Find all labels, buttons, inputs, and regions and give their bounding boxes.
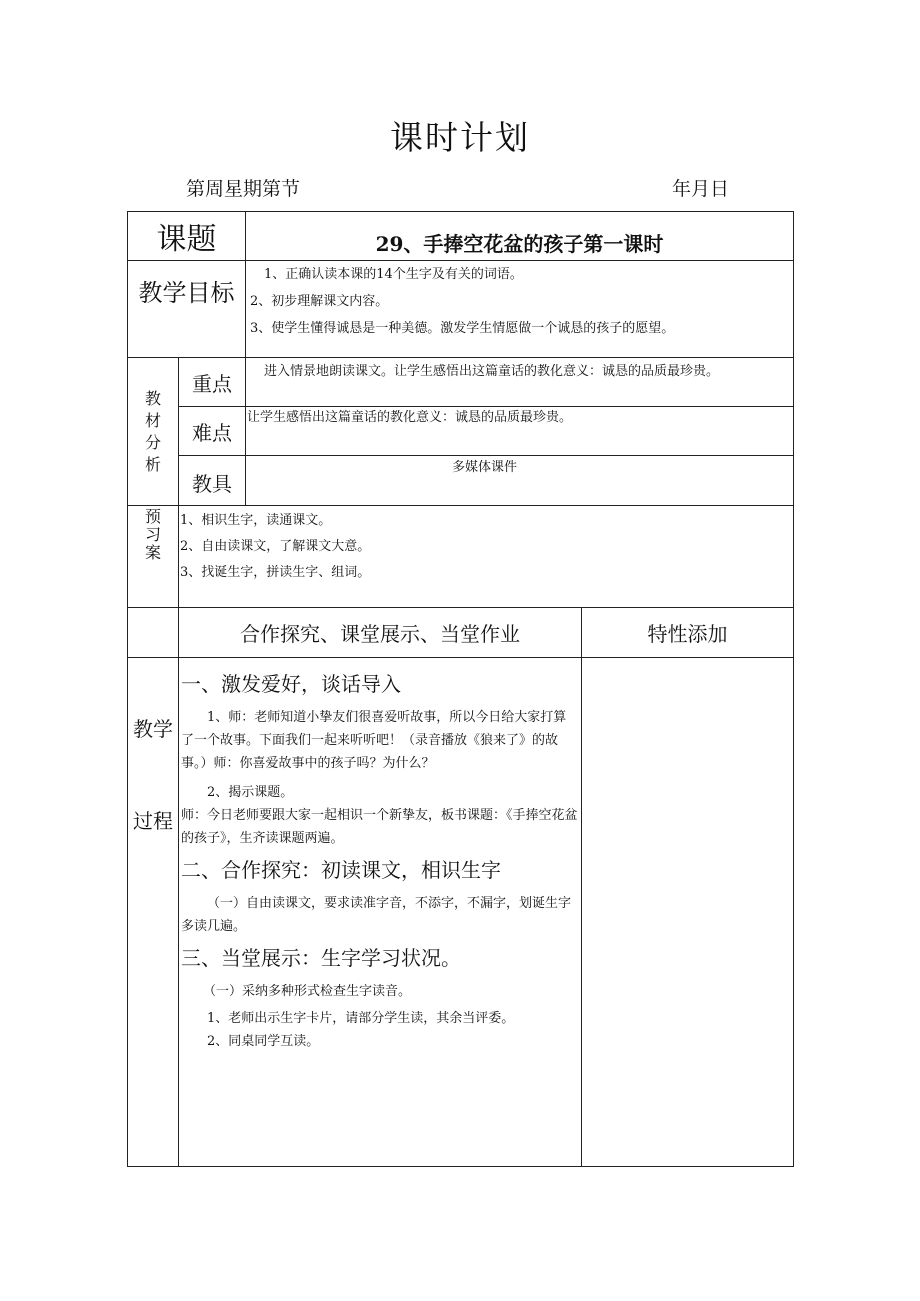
personalization-cell bbox=[582, 658, 794, 1167]
analysis-label: 教材分析 bbox=[128, 358, 179, 506]
section-3-paragraph: 2、同桌同学互读。 bbox=[207, 1034, 320, 1049]
section-2-paragraph: （一）自由读课文，要求读准字音，不添字，不漏字，划诞生字多读几遍。 bbox=[181, 896, 572, 934]
preview-item: 3、找诞生字，拼读生字、组词。 bbox=[180, 565, 371, 580]
preview-label: 预习案 bbox=[128, 506, 179, 608]
goal-item: 3、使学生懂得诚恳是一种美德。激发学生情愿做一个诚恳的孩子的愿望。 bbox=[250, 321, 675, 336]
tools-label: 教具 bbox=[179, 456, 246, 506]
goals-list bbox=[246, 261, 794, 358]
difficulty-row bbox=[128, 407, 794, 456]
preview-row bbox=[128, 506, 794, 608]
goal-item: 2、初步理解课文内容。 bbox=[250, 294, 389, 309]
empty-cell bbox=[128, 608, 179, 658]
process-label: 教学 过程 bbox=[128, 658, 179, 1167]
goal-item: 1、正确认读本课的14个生字及有关的词语。 bbox=[264, 267, 523, 282]
preview-item: 2、自由读课文，了解课文大意。 bbox=[180, 539, 371, 554]
section-1-title: 一、激发爱好，谈话导入 bbox=[181, 672, 401, 696]
key-point-label: 重点 bbox=[179, 358, 246, 407]
main-column-header: 合作探究、课堂展示、当堂作业 bbox=[179, 608, 582, 658]
preview-list bbox=[179, 506, 794, 608]
section-3-title: 三、当堂展示：生字学习状况。 bbox=[181, 946, 461, 970]
section-1-paragraph: 2、揭示课题。 bbox=[207, 785, 294, 800]
preview-item: 1、相识生字，读通课文。 bbox=[180, 513, 332, 528]
key-point-row bbox=[128, 358, 794, 407]
section-3-paragraph: （一）采纳多种形式检查生字读音。 bbox=[203, 984, 412, 999]
column-header-row bbox=[128, 608, 794, 658]
date-line: 年月日 bbox=[672, 178, 730, 200]
tools-text: 多媒体课件 bbox=[246, 456, 794, 506]
difficulty-text: 让学生感悟出这篇童话的教化意义：诚恳的品质最珍贵。 bbox=[246, 407, 794, 456]
tools-row bbox=[128, 456, 794, 506]
week-period-line: 第周星期第节 bbox=[186, 178, 301, 200]
process-row bbox=[128, 658, 794, 1167]
process-content bbox=[179, 658, 582, 1167]
lesson-topic: 29、手捧空花盆的孩子第一课时 bbox=[246, 212, 794, 261]
topic-label: 课题 bbox=[128, 212, 246, 261]
section-2-title: 二、合作探究：初读课文，相识生字 bbox=[181, 858, 501, 882]
page-title: 课时计划 bbox=[390, 118, 530, 157]
key-point-text: 进入情景地朗读课文。让学生感悟出这篇童话的教化意义：诚恳的品质最珍贵。 bbox=[246, 358, 794, 407]
difficulty-label: 难点 bbox=[179, 407, 246, 456]
side-column-header: 特性添加 bbox=[582, 608, 794, 658]
goals-row bbox=[128, 261, 794, 358]
section-1-paragraph: 师：今日老师要跟大家一起相识一个新挚友，板书课题：《手捧空花盆的孩子》，生齐读课题两遍。 bbox=[181, 808, 578, 846]
section-3-paragraph: 1、老师出示生字卡片，请部分学生读，其余当评委。 bbox=[207, 1011, 515, 1026]
goals-label: 教学目标 bbox=[128, 261, 246, 358]
section-1-paragraph: 1、师：老师知道小挚友们很喜爱听故事，所以今日给大家打算了一个故事。下面我们一起来听听吧！（录音播放《狼来了》的故事。）师：你喜爱故事中的孩子吗？为什么？ bbox=[181, 710, 567, 771]
lesson-plan-table bbox=[127, 211, 794, 1167]
topic-row bbox=[128, 212, 794, 261]
